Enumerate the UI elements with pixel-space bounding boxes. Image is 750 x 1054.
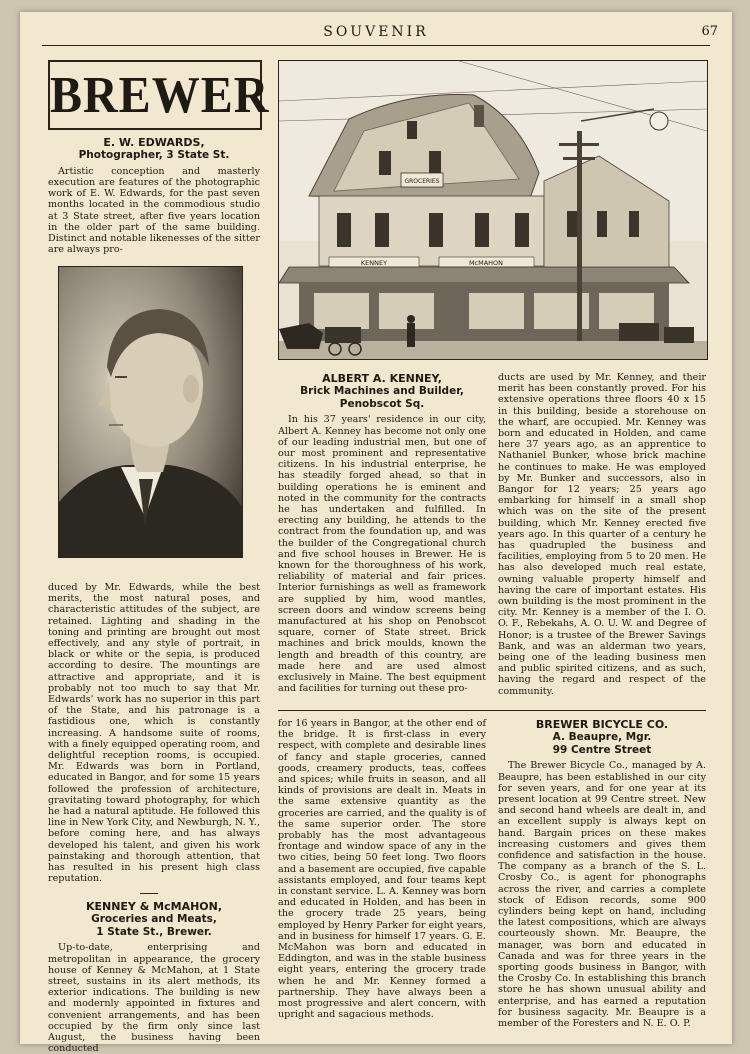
edwards-para-2: duced by Mr. Edwards, while the best merits, the most natural poses, and characteristic attitudes of the subject, are retained. Lighting and shading in the toning and printing are brought out most effectively, and any style of portrait, in black or white or the sepia, is produced according to desire. The mountings are attractive and appropriate, and it is probably not too much to say that Mr. Edwards' work has no superior in this part of the State, and his patronage is a fastidious one, which is constantly increasing. A handsome suite of rooms, with a finely equipped operating room, and delightful reception rooms, is occupied. Mr. Edwards was born in Portland, educated in Bangor, and for some 15 years followed the profession of architecture, gravitating toward photography, for which he had a natural aptitude. He followed this line in New York City, and Newburgh, N. Y., before coming here, and has always developed his talent, and given his work painstaking and thorough attention, that has resulted in his present high class reputation. xyxy=(48,582,260,885)
kenney-mcmahon-para-1: Up-to-date, enterprising and metropolitan in appearance, the grocery house of Kenney & McMahon, at 1 State street, sustains in its alert methods, its exterior indications. The building is new and modernly appointed in fixtures and convenient arrangements, and has been occupied by the firm only since last August, the business having been conducted xyxy=(48,942,260,1054)
sign-top: GROCERIES xyxy=(404,178,440,185)
albert-kenney-subtitle: Brick Machines and Builder, xyxy=(300,385,464,398)
kenney-mcmahon-address: 1 State St., Brewer. xyxy=(96,925,212,938)
sign-right: McMAHON xyxy=(468,259,504,267)
bicycle-name: BREWER BICYCLE CO. xyxy=(535,718,669,731)
edwards-name: E. W. EDWARDS, xyxy=(103,136,205,149)
albert-kenney-article-continued xyxy=(498,372,706,697)
bicycle-article xyxy=(498,718,706,1029)
edwards-article xyxy=(48,136,260,255)
building-photo xyxy=(278,60,708,360)
edwards-para-1: Artistic conception and masterly execution are features of the photographic work of E. W. Edwards, for the past seven months located in the commodious studio at 3 State street, after five years location in the older part of the same building. Distinct and notable likenesses of the sitter are always pro- xyxy=(48,165,260,256)
albert-kenney-article xyxy=(278,372,486,694)
bicycle-address: 99 Centre Street xyxy=(552,743,652,756)
magazine-page xyxy=(20,12,732,1054)
kenney-mcmahon-article-continued xyxy=(278,718,486,1020)
bicycle-subtitle: A. Beaupre, Mgr. xyxy=(552,731,652,744)
page-number: 67 xyxy=(701,24,718,39)
section-title-box xyxy=(48,60,270,130)
portrait-image xyxy=(59,267,242,557)
kenney-mcmahon-subtitle: Groceries and Meats, xyxy=(91,913,217,926)
section-title: BREWER xyxy=(50,66,270,125)
section-divider xyxy=(278,710,706,711)
edwards-article-continued xyxy=(48,578,260,884)
albert-kenney-name: ALBERT A. KENNEY, xyxy=(322,372,442,385)
bicycle-para-1: The Brewer Bicycle Co., managed by A. Beaupre, has been established in our city for seven years, and for one year at its present location at 99 Centre street. New and second hand wheels are dealt in, and an excellent supply is always kept on hand. Bargain prices on these makes increasing customers and gives them confidence and satisfaction in the house. The company as a branch of the S. L. Crosby Co., is agent for phonographs across the river, and carries a complete stock of Edison records, some 900 cylinders being kept on hand, including the latest compositions, which are always courteously shown. Mr. Beaupre, the manager, was born and educated in Canada and was for three years in the sporting goods business in Bangor, with the Crosby Co. In establishing this branch store he has shown unusual ability and enterprise, and has earned a reputation for business sagacity. Mr. Beaupre is a member of the Foresters and N. E. O. P. xyxy=(498,760,706,1030)
edwards-subtitle: Photographer, 3 State St. xyxy=(78,149,230,162)
header-title: SOUVENIR xyxy=(323,24,429,40)
page-header xyxy=(20,24,732,46)
albert-kenney-address: Penobscot Sq. xyxy=(339,397,425,410)
sign-left: KENNEY xyxy=(360,259,388,267)
article-divider xyxy=(140,893,158,894)
kenney-mcmahon-para-2: for 16 years in Bangor, at the other end of the bridge. It is first-class in every respect, with complete and desirable lines of fancy and staple groceries, canned goods, creamery products, teas, coffees and spices; while fruits in season, and all kinds of provisions are dealt in. Meats in the same extensive quantity as the groceries are carried, and the quality is of the same superior order. The store probably has the most advantageous frontage and window space of any in the two cities, being 50 feet long. Two floors and a basement are occupied, five capable assistants employed, and four teams kept in constant service. L. A. Kenney was born and educated in Holden, and has been in the grocery trade 25 years, being employed by Henry Parker for eight years, and in business for himself 17 years. G. E. McMahon was born and educated in Eddington, and was in the stable business eight years, entering the grocery trade when he and Mr. Kenney formed a partnership. They have always been a most progressive and alert concern, with upright and sagacious methods. xyxy=(278,718,486,1021)
albert-kenney-para-2: ducts are used by Mr. Kenney, and their merit has been constantly proved. For his extensive operations three floors 40 x 15 in this building, beside a storehouse on the wharf, are occupied. Mr. Kenney was born and educated in Holden, and came here 37 years ago, as an apprentice to Nathaniel Bunker, whose brick machine he continues to make. He was employed by Mr. Bunker and successors, also in Bangor for 12 years; 25 years ago embarking for himself in a small shop which was on the site of the present building, which Mr. Kenney erected five years ago. In this quarter of a century he has quadrupled the business and facilities, employing from 5 to 20 men. He has also developed much real estate, owning valuable property himself and having the care of important estates. His own building is the most prominent in the city. Mr. Kenney is a member of the I. O. O. F., Rebekahs, A. O. U. W. and Degree of Honor; is a trustee of the Brewer Savings Bank, and was an alderman two years, being one of the leading business men and public spirited citizens, and as such, having the regard and respect of the community. xyxy=(498,372,706,697)
portrait-photo xyxy=(58,266,243,558)
albert-kenney-para-1: In his 37 years' residence in our city, Albert A. Kenney has become not only one of our leading industrial men, but one of our most prominent and representative citizens. In his industrial enterprise, he has steadily forged ahead, so that in building operations he is eminent and noted in the community for the contracts he has undertaken and fulfilled. In erecting any building, he attends to the contract from the foundation up, and was the builder of the Congregational church and five school houses in Brewer. He is known for the thoroughness of his work, reliability of material and fair prices. Interior furnishings as well as framework are supplied by him, wood mantles, screen doors and window screens being manufactured at his shop on Penobscot square, corner of State street. Brick machines and brick moulds, known the length and breadth of this country, are made here and are used almost exclusively in Maine. The best equipment and facilities for turning out these pro- xyxy=(278,414,486,695)
kenney-mcmahon-article xyxy=(48,900,260,1054)
kenney-mcmahon-name: KENNEY & McMAHON, xyxy=(85,900,223,913)
header-rule xyxy=(42,45,710,46)
building-image xyxy=(279,61,707,359)
